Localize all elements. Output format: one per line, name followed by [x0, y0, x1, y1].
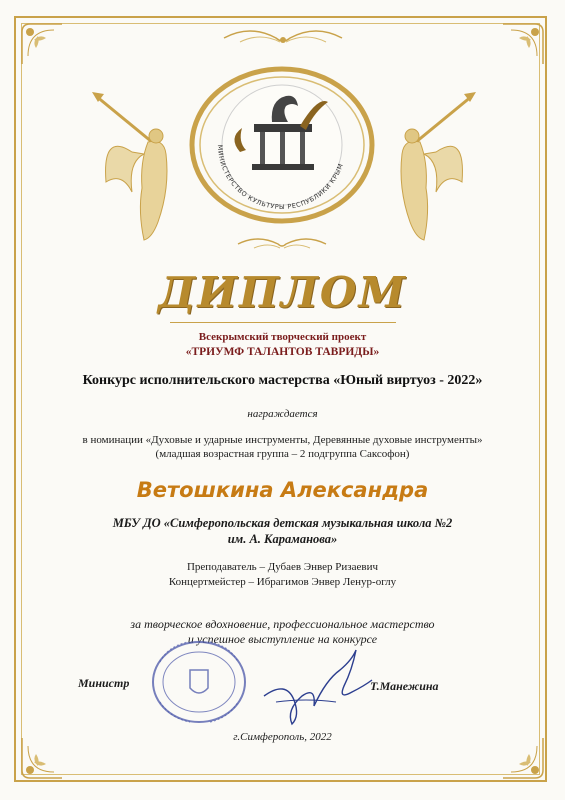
title-divider — [170, 322, 396, 323]
recipient-name: Ветошкина Александра — [136, 478, 429, 502]
ministry-emblem — [188, 66, 376, 224]
corner-ornament-top-left — [18, 20, 64, 66]
school-line-1: МБУ ДО «Симферопольская детская музыкальная школа №2 — [112, 516, 453, 530]
handwritten-signature — [256, 640, 376, 730]
teacher-line: Преподаватель – Дубаев Энвер Ризаевич — [186, 561, 379, 573]
signer-name: Т.Манежина — [370, 679, 439, 693]
minister-label: Министр — [78, 676, 130, 690]
nomination-line-1: в номинации «Духовые и ударные инструменты, Деревянные духовые инструменты» — [82, 434, 483, 446]
trumpet-angel-right — [366, 92, 476, 242]
trumpet-angel-left — [92, 92, 202, 242]
merit-line-1: за творческое вдохновение, профессиональное мастерство — [130, 617, 435, 631]
project-name: «ТРИУМФ ТАЛАНТОВ ТАВРИДЫ» — [185, 346, 380, 358]
place-and-year: г.Симферополь, 2022 — [233, 731, 332, 743]
school-line-2: им. А. Караманова» — [227, 532, 338, 546]
official-stamp — [138, 632, 260, 728]
diploma-title: ДИПЛОМ — [158, 268, 407, 317]
merit-line-2: и успешное выступление на конкурсе — [187, 632, 378, 646]
project-line: Всекрымский творческий проект — [198, 331, 367, 343]
accompanist-line: Концертмейстер – Ибрагимов Энвер Ленур-оглу — [168, 576, 397, 588]
nomination-line-2: (младшая возрастная группа – 2 подгруппа Саксофон) — [155, 448, 410, 460]
emblem-flourish-ornament — [234, 234, 330, 254]
top-flourish-ornament — [220, 26, 346, 48]
contest-title: Конкурс исполнительского мастерства «Юный виртуоз - 2022» — [82, 373, 483, 388]
corner-ornament-top-right — [501, 20, 547, 66]
emblem-ring-text: МИНИСТЕРСТВО КУЛЬТУРЫ РЕСПУБЛИКИ КРЫМ — [215, 144, 346, 212]
awarded-label: награждается — [247, 408, 318, 420]
